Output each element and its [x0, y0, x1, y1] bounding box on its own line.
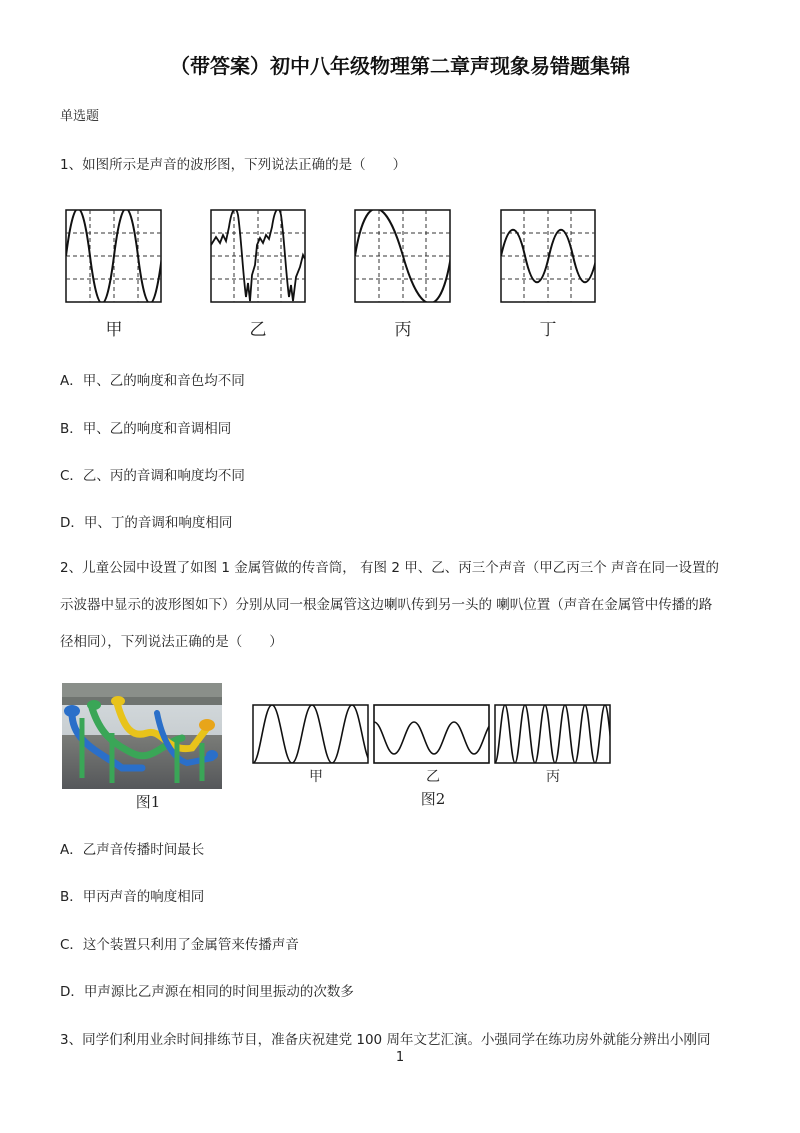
- waveform-bing-frame: [355, 209, 451, 304]
- q1-option-c: C．乙、丙的音调和响度均不同: [60, 468, 245, 484]
- q1-option-b: B．甲、乙的响度和音调相同: [60, 421, 232, 437]
- fig2-caption: 图2: [420, 790, 446, 808]
- q1-option-a: A．甲、乙的响度和音色均不同: [60, 373, 245, 389]
- q2-waveform-bing: [495, 705, 615, 763]
- q2-stem-line-2: 示波器中显示的波形图如下）分别从同一根金属管这边喇叭传到另一头的 喇叭位置（声音在金属管中传播的路: [60, 597, 713, 613]
- fig1-sound-tube-photo: [62, 683, 222, 789]
- q2-option-c: C．这个装置只利用了金属管来传播声音: [60, 937, 299, 953]
- question-1-stem: 1、如图所示是声音的波形图，下列说法正确的是（ ）: [60, 157, 407, 173]
- question-2-stem: [60, 550, 750, 661]
- page-title: （带答案）初中八年级物理第二章声现象易错题集锦: [170, 54, 630, 78]
- q2-waveform-label-jia: 甲: [309, 769, 323, 785]
- q2-option-d: D．甲声源比乙声源在相同的时间里振动的次数多: [60, 984, 354, 1000]
- q2-waveform-jia: [253, 705, 372, 763]
- section-heading: 单选题: [60, 109, 100, 124]
- waveform-label-ding: 丁: [539, 320, 557, 340]
- waveform-jia-frame: [66, 209, 162, 304]
- q2-waveform-label-yi: 乙: [426, 769, 440, 785]
- q1-option-d: D．甲、丁的音调和响度相同: [60, 515, 233, 531]
- q1-waveform-figures: [60, 205, 620, 310]
- q2-option-b: B．甲丙声音的响度相同: [60, 889, 205, 905]
- waveform-label-bing: 丙: [394, 320, 412, 340]
- waveform-yi-frame: [211, 209, 305, 302]
- waveform-ding-frame: [501, 210, 597, 302]
- waveform-label-jia: 甲: [105, 320, 123, 340]
- fig1-caption: 图1: [135, 793, 161, 811]
- page-number: 1: [395, 1050, 405, 1065]
- q2-waveform-yi: [374, 705, 494, 763]
- waveform-label-yi: 乙: [249, 320, 267, 340]
- q2-stem-line-3: 径相同），下列说法正确的是（ ）: [60, 634, 283, 650]
- q2-waveform-label-bing: 丙: [546, 769, 560, 785]
- q2-waveform-figures: [250, 702, 615, 766]
- q2-stem-line-1: 2、儿童公园中设置了如图 1 金属管做的传音筒， 有图 2 甲、乙、丙三个声音（甲乙丙三个 声音在同一设置的: [60, 560, 720, 576]
- q2-option-a: A．乙声音传播时间最长: [60, 842, 205, 858]
- question-3-stem: 3、同学们利用业余时间排练节目，准备庆祝建党 100 周年文艺汇演。小强同学在练功房外就能分辨出小刚同: [60, 1032, 711, 1048]
